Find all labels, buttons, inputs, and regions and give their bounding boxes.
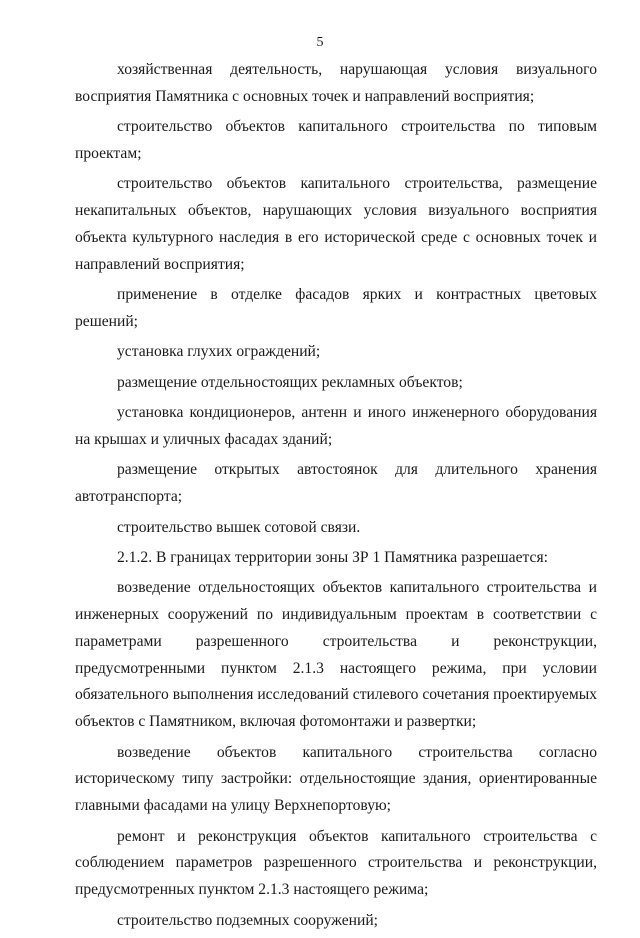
paragraph-typical-projects: строительство объектов капитального строительства по типовым проектам; <box>75 118 597 162</box>
paragraph-air-conditioners: установка кондиционеров, антенн и иного инженерного оборудования на крышах и уличных фасадах зданий; <box>75 404 597 448</box>
paragraph-facade-colors: применение в отделке фасадов ярких и контрастных цветовых решений; <box>75 286 597 330</box>
paragraph-individual-projects: возведение отдельностоящих объектов капитального строительства и инженерных сооружений по индивидуальным проектам в соответствии с параметрами разрешенного строительства и реконструкции, предусмотренными пунктом 2.1.3 настоящего режима, при условии обязательного выполнения исследований стилевого сочетания проектируемых объектов с Памятником, включая фотомонтажи и развертки; <box>75 579 597 731</box>
paragraph-underground-structures: строительство подземных сооружений; <box>117 911 379 929</box>
page-number: 5 <box>316 35 324 50</box>
paragraph-blind-fences: установка глухих ограждений; <box>117 343 321 361</box>
paragraph-economic-activity: хозяйственная деятельность, нарушающая условия визуального восприятия Памятника с основных точек и направлений восприятия; <box>75 61 597 105</box>
paragraph-historical-type: возведение объектов капитального строительства согласно историческому типу застройки: отдельностоящие здания, ориентированные главными фасадами на улицу Верхнепортовую; <box>75 743 597 815</box>
paragraph-non-capital-objects: строительство объектов капитального строительства, размещение некапитальных объектов, нарушающих условия визуального восприятия объекта культурного наследия в его исторической среде с основных точек и направлений восприятия; <box>75 175 597 273</box>
document-body <box>75 57 597 938</box>
paragraph-parking: размещение открытых автостоянок для длительного хранения автотранспорта; <box>75 461 597 506</box>
paragraph-repair-reconstruction: ремонт и реконструкция объектов капитального строительства с соблюдением параметров разрешенного строительства и реконструкции, предусмотренных пунктом 2.1.3 настоящего режима; <box>75 827 597 899</box>
paragraph-advertising: размещение отдельностоящих рекламных объектов; <box>117 373 463 391</box>
paragraph-section-2-1-2: 2.1.2. В границах территории зоны ЗР 1 Памятника разрешается: <box>117 548 548 566</box>
paragraph-cell-towers: строительство вышек сотовой связи. <box>117 518 361 536</box>
